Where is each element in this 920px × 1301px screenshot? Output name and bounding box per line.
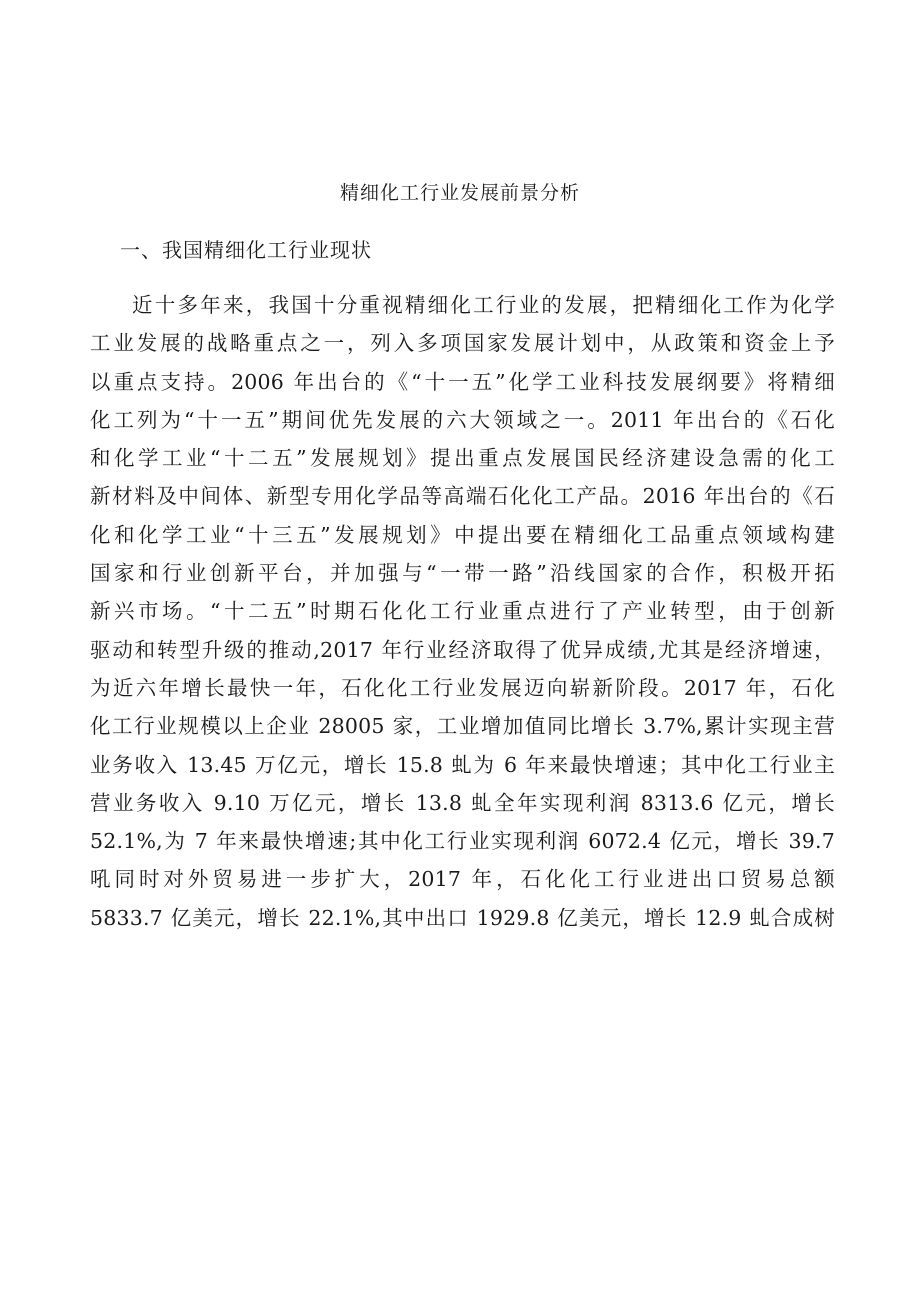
paragraph-line: 52.1%,为 7 年来最快增速;其中化工行业实现利润 6072.4 亿元，增长 39.7 <box>90 829 835 854</box>
paragraph-line: 5833.7 亿美元，增长 22.1%,其中出口 1929.8 亿美元，增长 12.9 虬合成树 <box>90 905 835 930</box>
paragraph-line: 化和化学工业“十三五”发展规划》中提出要在精细化工品重点领域构建 <box>90 522 835 547</box>
paragraph-line: 新兴市场。“十二五”时期石化化工行业重点进行了产业转型，由于创新 <box>90 599 835 624</box>
paragraph-line: 近十多年来，我国十分重视精细化工行业的发展，把精细化工作为化学 <box>132 293 835 317</box>
document-title: 精细化工行业发展前景分析 <box>339 182 580 204</box>
paragraph-line: 工业发展的战略重点之一，列入多项国家发展计划中，从政策和资金上予 <box>90 331 835 356</box>
paragraph-line: 吼同时对外贸易进一步扩大，2017 年，石化化工行业进出口贸易总额 <box>90 867 835 892</box>
paragraph-line: 以重点支持。2006 年出台的《“十一五”化学工业科技发展纲要》将精细 <box>90 369 835 394</box>
section-heading: 一、我国精细化工行业现状 <box>120 238 372 262</box>
paragraph-line: 化工行业规模以上企业 28005 家，工业增加值同比增长 3.7%,累计实现主营 <box>90 714 835 739</box>
paragraph-line: 国家和行业创新平台，并加强与“一带一路”沿线国家的合作，积极开拓 <box>90 561 835 586</box>
paragraph-line: 驱动和转型升级的推动,2017 年行业经济取得了优异成绩,尤其是经济增速， <box>90 637 835 662</box>
body-paragraph <box>90 286 835 937</box>
paragraph-line: 和化学工业“十二五”发展规划》提出重点发展国民经济建设急需的化工 <box>90 446 835 471</box>
paragraph-line: 业务收入 13.45 万亿元，增长 15.8 虬为 6 年来最快增速；其中化工行业主 <box>90 752 835 777</box>
paragraph-line: 新材料及中间体、新型专用化学品等高端石化化工产品。2016 年出台的《石 <box>90 484 835 509</box>
paragraph-line: 营业务收入 9.10 万亿元，增长 13.8 虬全年实现利润 8313.6 亿元，增长 <box>90 790 835 815</box>
paragraph-line: 为近六年增长最快一年，石化化工行业发展迈向崭新阶段。2017 年，石化 <box>90 675 835 700</box>
paragraph-line: 化工列为“十一五”期间优先发展的六大领域之一。2011 年出台的《石化 <box>90 407 835 432</box>
